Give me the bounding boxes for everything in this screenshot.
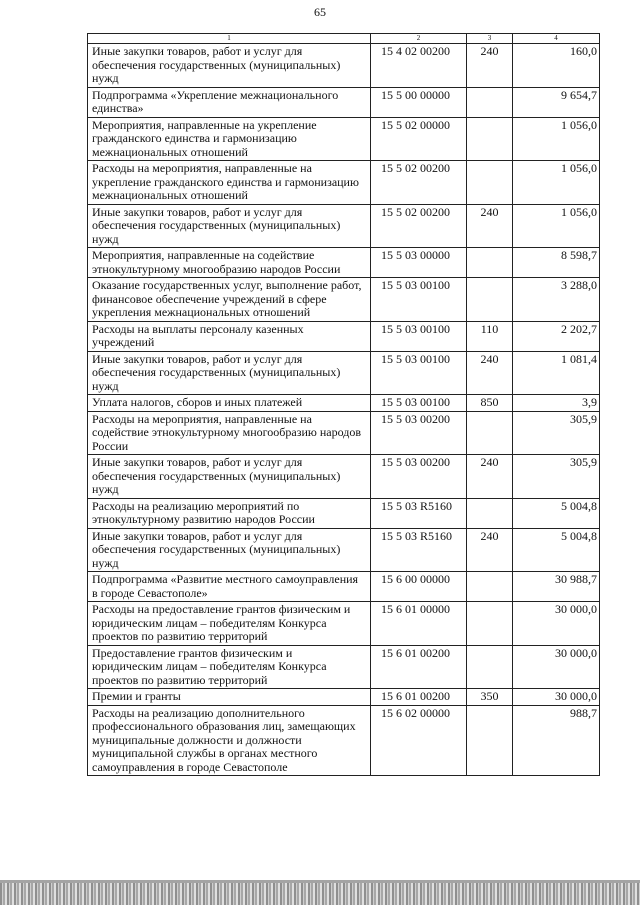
row-amount: 305,9 xyxy=(513,455,600,499)
row-expense-type xyxy=(467,645,513,689)
row-amount: 1 056,0 xyxy=(513,117,600,161)
row-expense-type xyxy=(467,117,513,161)
row-code: 15 5 03 00200 xyxy=(371,455,467,499)
table-row xyxy=(88,411,600,455)
scan-edge xyxy=(0,883,640,905)
row-expense-type: 110 xyxy=(467,321,513,351)
row-amount: 5 004,8 xyxy=(513,528,600,572)
row-amount: 2 202,7 xyxy=(513,321,600,351)
table-row xyxy=(88,278,600,322)
table-row xyxy=(88,645,600,689)
row-name: Иные закупки товаров, работ и услуг для обеспечения государственных (муниципальных) нужд xyxy=(88,528,371,572)
table-row xyxy=(88,572,600,602)
row-code: 15 5 02 00200 xyxy=(371,204,467,248)
row-expense-type xyxy=(467,411,513,455)
column-number: 3 xyxy=(467,34,513,44)
row-expense-type xyxy=(467,87,513,117)
row-expense-type: 240 xyxy=(467,204,513,248)
budget-table xyxy=(87,33,600,776)
row-code: 15 5 02 00200 xyxy=(371,161,467,205)
table-row xyxy=(88,498,600,528)
row-expense-type xyxy=(467,498,513,528)
row-expense-type xyxy=(467,572,513,602)
row-name: Подпрограмма «Развитие местного самоуправления в городе Севастополе» xyxy=(88,572,371,602)
row-code: 15 6 02 00000 xyxy=(371,705,467,776)
column-number: 2 xyxy=(371,34,467,44)
row-code: 15 5 00 00000 xyxy=(371,87,467,117)
column-number-row xyxy=(88,34,600,44)
row-expense-type: 350 xyxy=(467,689,513,706)
row-name: Премии и гранты xyxy=(88,689,371,706)
row-code: 15 6 01 00200 xyxy=(371,645,467,689)
table-row xyxy=(88,528,600,572)
row-name: Предоставление грантов физическим и юридическим лицам – победителям Конкурса проектов по развитию территорий xyxy=(88,645,371,689)
row-code: 15 5 03 R5160 xyxy=(371,498,467,528)
row-amount: 1 056,0 xyxy=(513,161,600,205)
row-amount: 5 004,8 xyxy=(513,498,600,528)
table-row xyxy=(88,87,600,117)
row-code: 15 4 02 00200 xyxy=(371,44,467,88)
table-body xyxy=(88,44,600,776)
row-name: Иные закупки товаров, работ и услуг для обеспечения государственных (муниципальных) нужд xyxy=(88,44,371,88)
table-row xyxy=(88,602,600,646)
table-row xyxy=(88,161,600,205)
row-code: 15 5 03 00100 xyxy=(371,351,467,395)
row-code: 15 5 03 00000 xyxy=(371,248,467,278)
row-expense-type xyxy=(467,161,513,205)
row-name: Мероприятия, направленные на содействие этнокультурному многообразию народов России xyxy=(88,248,371,278)
row-name: Расходы на предоставление грантов физическим и юридическим лицам – победителям Конкурса проектов по развитию территорий xyxy=(88,602,371,646)
row-amount: 30 000,0 xyxy=(513,689,600,706)
table-row xyxy=(88,705,600,776)
row-name: Расходы на реализацию дополнительного профессионального образования лиц, замещающих муниципальные должности и должности муниципальной службы в органах местного самоуправления в городе Севастополе xyxy=(88,705,371,776)
page-number: 65 xyxy=(314,5,326,19)
table-row xyxy=(88,321,600,351)
table-row xyxy=(88,44,600,88)
row-name: Расходы на мероприятия, направленные на содействие этнокультурному многообразию народов России xyxy=(88,411,371,455)
row-amount: 3 288,0 xyxy=(513,278,600,322)
row-amount: 9 654,7 xyxy=(513,87,600,117)
row-name: Иные закупки товаров, работ и услуг для обеспечения государственных (муниципальных) нужд xyxy=(88,351,371,395)
row-expense-type xyxy=(467,705,513,776)
row-name: Расходы на мероприятия, направленные на укрепление гражданского единства и гармонизацию межнациональных отношений xyxy=(88,161,371,205)
table-row xyxy=(88,689,600,706)
row-expense-type xyxy=(467,602,513,646)
row-name: Иные закупки товаров, работ и услуг для обеспечения государственных (муниципальных) нужд xyxy=(88,204,371,248)
row-code: 15 5 03 R5160 xyxy=(371,528,467,572)
row-name: Иные закупки товаров, работ и услуг для обеспечения государственных (муниципальных) нужд xyxy=(88,455,371,499)
table-row xyxy=(88,395,600,412)
table-row xyxy=(88,117,600,161)
row-name: Оказание государственных услуг, выполнение работ, финансовое обеспечение учреждений в сфере укрепления межнациональных отношений xyxy=(88,278,371,322)
table-row xyxy=(88,351,600,395)
row-amount: 1 081,4 xyxy=(513,351,600,395)
row-amount: 30 000,0 xyxy=(513,602,600,646)
row-amount: 305,9 xyxy=(513,411,600,455)
row-code: 15 5 03 00100 xyxy=(371,395,467,412)
row-expense-type: 240 xyxy=(467,455,513,499)
column-number: 1 xyxy=(88,34,371,44)
row-amount: 30 988,7 xyxy=(513,572,600,602)
table-row xyxy=(88,248,600,278)
row-code: 15 5 03 00100 xyxy=(371,278,467,322)
row-amount: 160,0 xyxy=(513,44,600,88)
row-code: 15 6 00 00000 xyxy=(371,572,467,602)
row-expense-type xyxy=(467,248,513,278)
row-code: 15 6 01 00200 xyxy=(371,689,467,706)
row-amount: 30 000,0 xyxy=(513,645,600,689)
row-code: 15 5 03 00200 xyxy=(371,411,467,455)
table-row xyxy=(88,204,600,248)
row-amount: 988,7 xyxy=(513,705,600,776)
table-row xyxy=(88,455,600,499)
row-expense-type: 240 xyxy=(467,351,513,395)
row-name: Расходы на реализацию мероприятий по этнокультурному развитию народов России xyxy=(88,498,371,528)
row-amount: 1 056,0 xyxy=(513,204,600,248)
row-code: 15 5 03 00100 xyxy=(371,321,467,351)
row-code: 15 6 01 00000 xyxy=(371,602,467,646)
row-name: Расходы на выплаты персоналу казенных учреждений xyxy=(88,321,371,351)
row-name: Мероприятия, направленные на укрепление гражданского единства и гармонизацию межнациональных отношений xyxy=(88,117,371,161)
row-amount: 8 598,7 xyxy=(513,248,600,278)
row-name: Подпрограмма «Укрепление межнационального единства» xyxy=(88,87,371,117)
row-expense-type xyxy=(467,278,513,322)
row-expense-type: 240 xyxy=(467,44,513,88)
row-expense-type: 850 xyxy=(467,395,513,412)
row-code: 15 5 02 00000 xyxy=(371,117,467,161)
row-name: Уплата налогов, сборов и иных платежей xyxy=(88,395,371,412)
row-expense-type: 240 xyxy=(467,528,513,572)
row-amount: 3,9 xyxy=(513,395,600,412)
column-number: 4 xyxy=(513,34,600,44)
